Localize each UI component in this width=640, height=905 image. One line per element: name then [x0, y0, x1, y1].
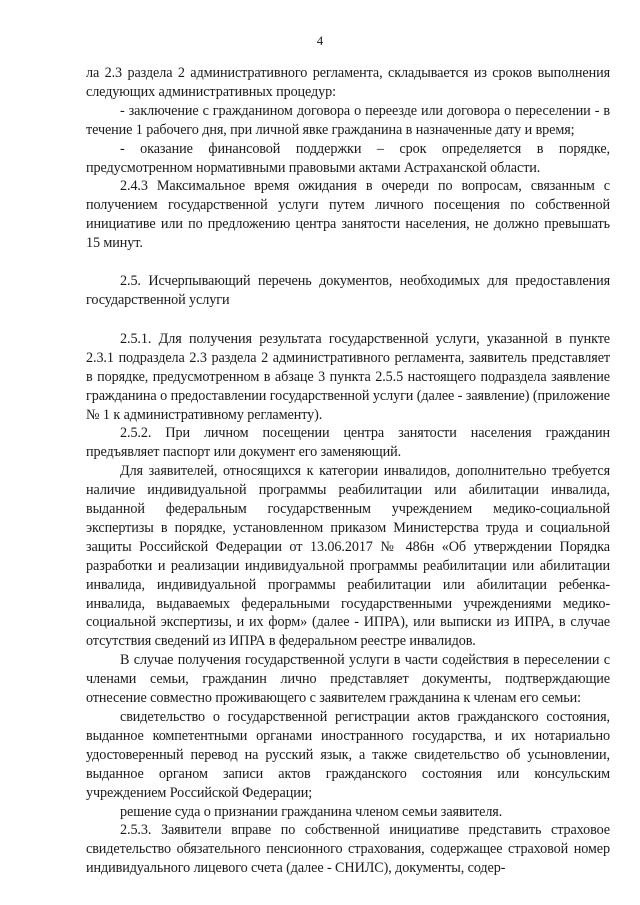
section-heading-2-5: 2.5. Исчерпывающий перечень документов, необходимых для предоставления государственной услуги [86, 273, 610, 308]
paragraph-court-decision: решение суда о признании гражданина членом семьи заявителя. [120, 803, 503, 820]
paragraph-2-4-3: 2.4.3 Максимальное время ожидания в очереди по вопросам, связанным с получением государственной услуги путем личного посещения по собственной инициативе или по предложению центра занятости населения, не должно превышать 15 минут. [86, 178, 610, 252]
paragraph-list-item-financial-support: - оказание финансовой поддержки – срок определяется в порядке, предусмотренном нормативными правовыми актами Астраханской области. [86, 140, 610, 176]
paragraph-2-5-2: 2.5.2. При личном посещении центра занятости населения гражданин предъявляет паспорт или документ его заменяющий. [86, 425, 610, 461]
page-number: 4 [316, 33, 324, 48]
paragraph-2-5-3: 2.5.3. Заявители вправе по собственной инициативе представить страховое свидетельство обязательного пенсионного страхования, содержащее страховой номер индивидуального лицевого счета (далее - СНИЛС), документы, содер- [86, 822, 610, 877]
paragraph-2-5-1: 2.5.1. Для получения результата государственной услуги, указанной в пункте 2.3.1 подраздела 2.3 раздела 2 административного регламента, заявитель представляет в порядке, предусмотренном в абзаце 3 пункта 2.5.5 настоящего подраздела заявление гражданина о предоставлении государственной услуги (далее - заявление) (приложение № 1 к административному регламенту). [86, 330, 610, 423]
paragraph-list-item-contract: - заключение с гражданином договора о переезде или договора о переселении - в течение 1 рабочего дня, при личной явке гражданина в назначенные дату и время; [86, 102, 610, 138]
paragraph-family-resettlement: В случае получения государственной услуги в части содействия в переселении с членами семьи, гражданин лично представляет документы, подтверждающие отнесение совместно проживающего с заявителем гражданина к членам его семьи: [86, 652, 610, 707]
paragraph-civil-registration-certificate: свидетельство о государственной регистрации актов гражданского состояния, выданное компетентными органами иностранного государства, и их нотариально удостоверенный перевод на русский язык, а также свидетельство об усыновлении, выданное органом записи актов гражданского состояния или консульским учреждением Российской Федерации; [86, 709, 610, 801]
paragraph-continuation: ла 2.3 раздела 2 административного регламента, складывается из сроков выполнения следующих административных процедур: [86, 65, 610, 100]
paragraph-disabled-applicants: Для заявителей, относящихся к категории инвалидов, дополнительно требуется наличие индивидуальной программы реабилитации или абилитации инвалида, выданной федеральным государственным учреждением медико-социальной экспертизы в порядке, установленном приказом Министерства труда и социальной защиты Российской Федерации от 13.06.2017 № 486н «Об утверждении Порядка разработки и реализации индивидуальной программы реабилитации или абилитации инвалида, индивидуальной программы реабилитации или абилитации ребенка-инвалида, выдаваемых федеральными государственными учреждениями медико-социальной экспертизы, и их форм» (далее - ИПРА), или выписки из ИПРА, в случае отсутствия сведений из ИПРА в федеральном реестре инвалидов. [86, 463, 610, 650]
document-body [86, 64, 610, 878]
